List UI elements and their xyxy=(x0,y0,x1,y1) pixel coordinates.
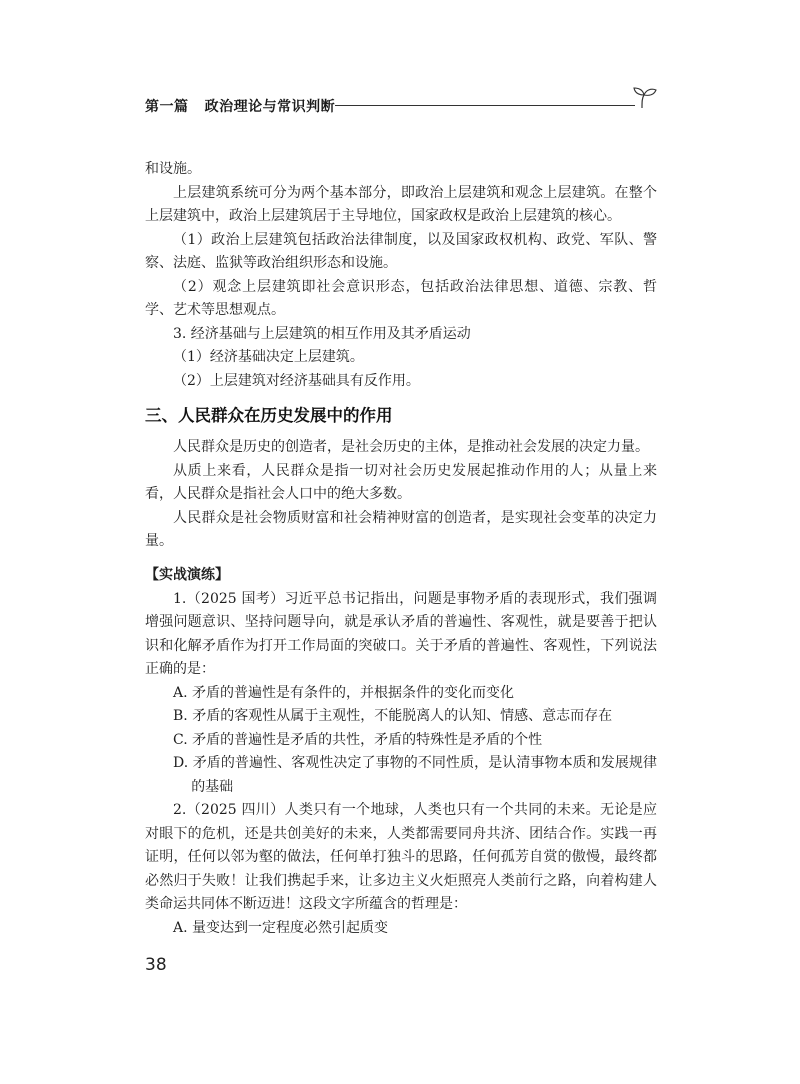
paragraph: （1）政治上层建筑包括政治法律制度，以及国家政权机构、政党、军队、警察、法庭、监狱等政治组织形态和设施。 xyxy=(145,231,657,271)
header-title xyxy=(145,96,335,116)
section-heading: 三、人民群众在历史发展中的作用 xyxy=(145,406,393,425)
page-body xyxy=(145,158,657,940)
answer-option: D. 矛盾的普遍性、客观性决定了事物的不同性质，是认清事物本质和发展规律的基础 xyxy=(173,755,657,795)
paragraph: （2）观念上层建筑即社会意识形态，包括政治法律思想、道德、宗教、哲学、艺术等思想观点。 xyxy=(145,278,657,318)
paragraph: 3. 经济基础与上层建筑的相互作用及其矛盾运动 xyxy=(173,325,471,342)
answer-option: A. 量变达到一定程度必然引起质变 xyxy=(173,919,389,936)
answer-option: A. 矛盾的普遍性是有条件的，并根据条件的变化而变化 xyxy=(173,684,515,701)
sprout-icon xyxy=(631,86,659,110)
paragraph: 和设施。 xyxy=(145,161,201,177)
paragraph: 从质上来看，人民群众是指一切对社会历史发展起推动作用的人；从量上来看，人民群众是指社会人口中的绝大多数。 xyxy=(145,462,657,502)
running-header xyxy=(145,90,660,118)
answer-option: C. 矛盾的普遍性是矛盾的共性，矛盾的特殊性是矛盾的个性 xyxy=(173,731,543,748)
paragraph: 人民群众是历史的创造者，是社会历史的主体，是推动社会发展的决定力量。 xyxy=(173,439,649,455)
paragraph: （2）上层建筑对经济基础具有反作用。 xyxy=(173,372,420,389)
header-section-title: 政治理论与常识判断 xyxy=(204,99,336,115)
question-stem: 1.（2025 国考）习近平总书记指出，问题是事物矛盾的表现形式，我们强调增强问题意识、坚持问题导向，就是承认矛盾的普遍性、客观性，就是要善于把认识和化解矛盾作为打开工作局面的突破口。关于矛盾的普遍性、客观性，下列说法正确的是： xyxy=(145,590,657,677)
paragraph: 上层建筑系统可分为两个基本部分，即政治上层建筑和观念上层建筑。在整个上层建筑中，政治上层建筑居于主导地位，国家政权是政治上层建筑的核心。 xyxy=(145,184,657,224)
paragraph: （1）经济基础决定上层建筑。 xyxy=(173,349,364,365)
header-rule xyxy=(335,105,635,106)
paragraph: 人民群众是社会物质财富和社会精神财富的创造者，是实现社会变革的决定力量。 xyxy=(145,509,657,549)
answer-option: B. 矛盾的客观性从属于主观性，不能脱离人的认知、情感、意志而存在 xyxy=(173,708,613,724)
page-number: 38 xyxy=(145,955,167,975)
question-stem: 2.（2025 四川）人类只有一个地球，人类也只有一个共同的未来。无论是应对眼下的危机，还是共创美好的未来，人类都需要同舟共济、团结合作。实践一再证明，任何以邻为壑的做法，任何单打独斗的思路，任何孤芳自赏的傲慢，最终都必然归于失败！让我们携起手来，让多边主义火炬照亮人类前行之路，向着构建人类命运共同体不断迈进！这段文字所蕴含的哲理是： xyxy=(145,802,657,912)
header-part: 第一篇 xyxy=(145,99,189,115)
practice-label: 【实战演练】 xyxy=(145,566,229,583)
